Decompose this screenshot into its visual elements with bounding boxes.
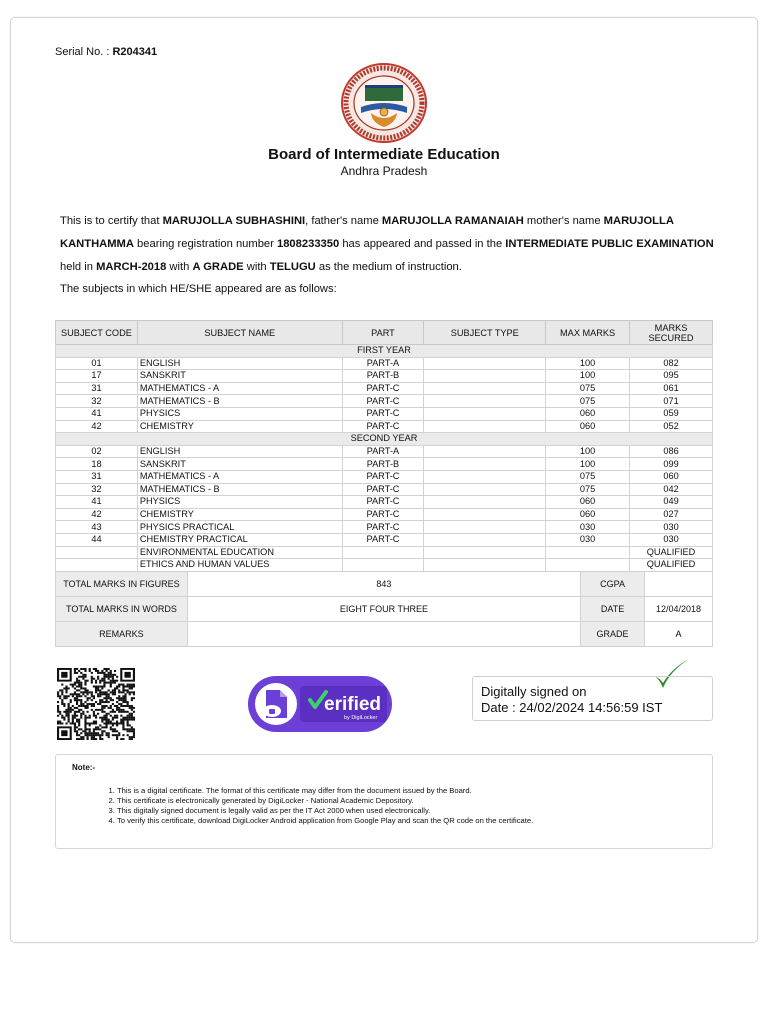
cell-subject-code: 43 <box>56 521 138 534</box>
table-row <box>56 420 713 433</box>
badge-text: erified <box>324 694 382 715</box>
marks-table <box>55 320 713 572</box>
table-row <box>56 533 713 546</box>
cell-subject-type <box>424 559 546 572</box>
note-item: 3. This digitally signed document is legally valid as per the IT Act 2000 when used electronically. <box>117 806 533 816</box>
notes-list <box>103 786 533 826</box>
cell-subject-type <box>424 370 546 383</box>
cell-subject-name: PHYSICS <box>137 407 342 420</box>
cell-marks-secured: 027 <box>630 508 713 521</box>
cell-max-marks: 075 <box>546 382 630 395</box>
table-row <box>56 508 713 521</box>
cell-subject-type <box>424 357 546 370</box>
cell-subject-type <box>424 483 546 496</box>
student-name: MARUJOLLA SUBHASHINI <box>162 215 306 227</box>
date-value: 12/04/2018 <box>645 597 713 622</box>
year-heading: SECOND YEAR <box>56 433 713 446</box>
cell-max-marks: 060 <box>546 407 630 420</box>
cell-subject-code: 44 <box>56 533 138 546</box>
table-row <box>56 521 713 534</box>
cell-part: PART-C <box>342 521 424 534</box>
cell-subject-type <box>424 470 546 483</box>
cell-subject-name: PHYSICS PRACTICAL <box>137 521 342 534</box>
cgpa-value <box>645 572 713 597</box>
year-heading-row <box>56 433 713 446</box>
table-row <box>56 370 713 383</box>
cell-max-marks: 100 <box>546 357 630 370</box>
cell-max-marks: 100 <box>546 445 630 458</box>
cell-subject-type <box>424 458 546 471</box>
cell-subject-name: SANSKRIT <box>137 458 342 471</box>
cell-subject-code: 32 <box>56 483 138 496</box>
table-row <box>56 470 713 483</box>
cell-subject-name: ENVIRONMENTAL EDUCATION <box>137 546 342 559</box>
cell-marks-secured: 059 <box>630 407 713 420</box>
cell-max-marks: 060 <box>546 420 630 433</box>
totals-row-figures <box>56 572 713 597</box>
cell-marks-secured: 030 <box>630 533 713 546</box>
table-row <box>56 458 713 471</box>
cell-subject-code: 32 <box>56 395 138 408</box>
remarks-value <box>187 622 580 647</box>
document-icon <box>263 690 287 718</box>
cell-max-marks: 030 <box>546 533 630 546</box>
cell-part: PART-A <box>342 357 424 370</box>
cell-part: PART-C <box>342 508 424 521</box>
note-item: 1. This is a digital certificate. The format of this certificate may differ from the document issued by the Board. <box>117 786 533 796</box>
registration-number: 1808233350 <box>276 238 340 250</box>
year-heading-row <box>56 345 713 358</box>
cell-part <box>342 546 424 559</box>
cell-max-marks <box>546 559 630 572</box>
cell-max-marks: 100 <box>546 458 630 471</box>
header-part: PART <box>342 321 424 345</box>
cell-subject-type <box>424 382 546 395</box>
cell-subject-name: MATHEMATICS - B <box>137 395 342 408</box>
cell-subject-name: PHYSICS <box>137 496 342 509</box>
cell-part: PART-C <box>342 395 424 408</box>
cell-max-marks <box>546 546 630 559</box>
verified-by-digilocker-badge <box>248 676 392 732</box>
notes-box <box>55 754 713 849</box>
cell-subject-name: SANSKRIT <box>137 370 342 383</box>
table-row <box>56 357 713 370</box>
cell-part: PART-C <box>342 483 424 496</box>
cell-marks-secured: 030 <box>630 521 713 534</box>
cell-subject-name: MATHEMATICS - A <box>137 382 342 395</box>
header-subject-code: SUBJECT CODE <box>56 321 138 345</box>
cgpa-label: CGPA <box>581 572 645 597</box>
qr-code-icon[interactable] <box>57 668 135 740</box>
subjects-intro: The subjects in which HE/SHE appeared are as follows: <box>60 283 337 295</box>
cell-max-marks: 075 <box>546 483 630 496</box>
cell-subject-code: 01 <box>56 357 138 370</box>
cell-subject-code <box>56 559 138 572</box>
cell-marks-secured: 071 <box>630 395 713 408</box>
cell-subject-code: 42 <box>56 420 138 433</box>
signature-date: Date : 24/02/2024 14:56:59 IST <box>481 700 663 715</box>
totals-table <box>55 571 713 647</box>
cell-marks-secured: QUALIFIED <box>630 559 713 572</box>
cell-subject-type <box>424 508 546 521</box>
cell-subject-code: 42 <box>56 508 138 521</box>
table-row <box>56 546 713 559</box>
cell-subject-name: MATHEMATICS - A <box>137 470 342 483</box>
table-row <box>56 496 713 509</box>
cell-part: PART-A <box>342 445 424 458</box>
total-words-label: TOTAL MARKS IN WORDS <box>56 597 188 622</box>
cell-max-marks: 075 <box>546 395 630 408</box>
digital-signature-box <box>472 676 713 721</box>
cell-subject-name: CHEMISTRY <box>137 508 342 521</box>
cell-max-marks: 030 <box>546 521 630 534</box>
cell-subject-code: 31 <box>56 470 138 483</box>
cell-marks-secured: 086 <box>630 445 713 458</box>
board-seal-icon <box>341 63 427 143</box>
cell-marks-secured: 042 <box>630 483 713 496</box>
totals-row-words <box>56 597 713 622</box>
cell-subject-code: 41 <box>56 496 138 509</box>
cell-subject-code: 02 <box>56 445 138 458</box>
cell-subject-name: CHEMISTRY <box>137 420 342 433</box>
cell-subject-name: ENGLISH <box>137 357 342 370</box>
table-row <box>56 407 713 420</box>
overall-grade: A GRADE <box>192 261 244 273</box>
cell-marks-secured: 049 <box>630 496 713 509</box>
medium: TELUGU <box>269 261 316 273</box>
mother-name: MARUJOLLA KANTHAMMA <box>60 215 674 250</box>
cell-subject-code: 31 <box>56 382 138 395</box>
total-words-value: EIGHT FOUR THREE <box>187 597 580 622</box>
header-max-marks: MAX MARKS <box>546 321 630 345</box>
cell-subject-type <box>424 521 546 534</box>
cell-subject-name: ENGLISH <box>137 445 342 458</box>
cell-marks-secured: 052 <box>630 420 713 433</box>
cell-subject-type <box>424 546 546 559</box>
cell-subject-type <box>424 420 546 433</box>
cell-part <box>342 559 424 572</box>
header-subject-type: SUBJECT TYPE <box>424 321 546 345</box>
cell-subject-type <box>424 395 546 408</box>
cell-subject-name: CHEMISTRY PRACTICAL <box>137 533 342 546</box>
cell-subject-name: MATHEMATICS - B <box>137 483 342 496</box>
cell-marks-secured: 099 <box>630 458 713 471</box>
signature-line-1: Digitally signed on <box>481 684 587 699</box>
serial-number: Serial No. : R204341 <box>55 46 158 58</box>
father-name: MARUJOLLA RAMANAIAH <box>381 215 524 227</box>
cell-subject-code: 18 <box>56 458 138 471</box>
badge-subtext: by DigiLocker <box>344 715 378 721</box>
date-label: DATE <box>581 597 645 622</box>
cell-max-marks: 100 <box>546 370 630 383</box>
cell-part: PART-B <box>342 458 424 471</box>
totals-row-remarks <box>56 622 713 647</box>
cell-subject-code: 41 <box>56 407 138 420</box>
grade-value: A <box>645 622 713 647</box>
notes-title: Note:- <box>72 763 96 772</box>
cell-part: PART-C <box>342 382 424 395</box>
cell-part: PART-C <box>342 496 424 509</box>
table-row <box>56 382 713 395</box>
cell-subject-name: ETHICS AND HUMAN VALUES <box>137 559 342 572</box>
note-item: 4. To verify this certificate, download DigiLocker Android application from Google Play and scan the QR code on the certificate. <box>117 816 533 826</box>
total-figures-value: 843 <box>187 572 580 597</box>
table-row <box>56 483 713 496</box>
cell-part: PART-C <box>342 533 424 546</box>
cell-subject-code: 17 <box>56 370 138 383</box>
cell-marks-secured: 095 <box>630 370 713 383</box>
cell-marks-secured: 082 <box>630 357 713 370</box>
cell-marks-secured: QUALIFIED <box>630 546 713 559</box>
cell-subject-type <box>424 445 546 458</box>
cell-subject-type <box>424 496 546 509</box>
grade-label: GRADE <box>581 622 645 647</box>
exam-month-year: MARCH-2018 <box>96 261 167 273</box>
cell-part: PART-C <box>342 470 424 483</box>
cell-part: PART-C <box>342 420 424 433</box>
header-marks-secured: MARKS SECURED <box>630 321 713 345</box>
note-item: 2. This certificate is electronically generated by DigiLocker - National Academic Depository. <box>117 796 533 806</box>
table-row <box>56 559 713 572</box>
certification-statement: This is to certify that MARUJOLLA SUBHASHINI, father's name MARUJOLLA RAMANAIAH mother's name MARUJOLLA KANTHAMMA bearing registration number 1808233350 has appeared and passed in the INTERMEDIATE PUBLIC EXAMINATION held in MARCH-2018 with A GRADE with TELUGU as the medium of instruction. <box>60 215 714 273</box>
cell-max-marks: 060 <box>546 496 630 509</box>
cell-max-marks: 075 <box>546 470 630 483</box>
board-title: Board of Intermediate Education <box>268 146 500 163</box>
header-subject-name: SUBJECT NAME <box>137 321 342 345</box>
board-subtitle: Andhra Pradesh <box>340 164 428 178</box>
cell-marks-secured: 061 <box>630 382 713 395</box>
total-figures-label: TOTAL MARKS IN FIGURES <box>56 572 188 597</box>
exam-name: INTERMEDIATE PUBLIC EXAMINATION <box>505 238 714 250</box>
cell-marks-secured: 060 <box>630 470 713 483</box>
cell-part: PART-C <box>342 407 424 420</box>
cell-subject-type <box>424 533 546 546</box>
year-heading: FIRST YEAR <box>56 345 713 358</box>
cell-max-marks: 060 <box>546 508 630 521</box>
cell-subject-type <box>424 407 546 420</box>
table-row <box>56 445 713 458</box>
cell-subject-code <box>56 546 138 559</box>
cell-part: PART-B <box>342 370 424 383</box>
table-row <box>56 395 713 408</box>
marks-table-header <box>56 321 713 345</box>
remarks-label: REMARKS <box>56 622 188 647</box>
